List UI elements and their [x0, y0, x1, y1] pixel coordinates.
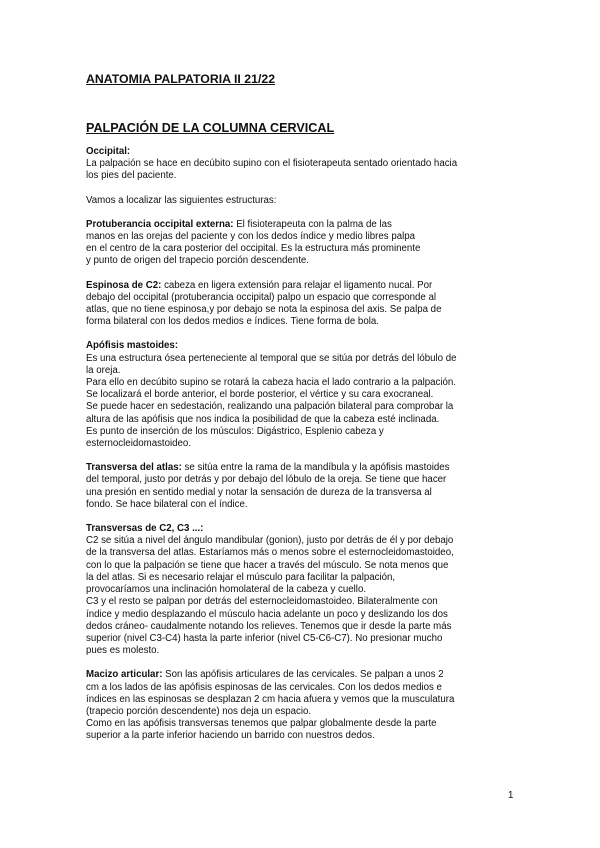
transversa-atlas-paragraph: [86, 462, 516, 474]
transversa-atlas-line: una presión en sentido medial y notar la sensación de dureza de la transversa al: [86, 486, 432, 498]
intro-text: Vamos a localizar las siguientes estructuras:: [86, 194, 277, 206]
occipital-heading: Occipital:: [86, 146, 131, 157]
transversas-c2-line: C2 se sitúa a nivel del ángulo mandibular (gonion), justo por detrás de él y por debajo: [86, 535, 454, 547]
mastoides-line: Para ello en decúbito supino se rotará la cabeza hacia el lado contrario a la palpación.: [86, 377, 456, 389]
macizo-line: índices en las espinosas se desplazan 2 cm hacia afuera y vemos que la musculatura: [86, 693, 455, 705]
transversas-c2-line: dedos cráneo- caudalmente notando los relieves. Tenemos que ir desde la parte más: [86, 620, 452, 632]
protuberancia-line: y punto de origen del trapecio porción descendente.: [86, 255, 309, 267]
mastoides-line: esternocleidomastoideo.: [86, 438, 192, 450]
document-title: ANATOMIA PALPATORIA II 21/22: [86, 72, 276, 86]
protuberancia-first: El fisioterapeuta con la palma de las: [233, 218, 392, 230]
protuberancia-line: manos en las orejas del paciente y con los dedos índice y medio libres palpa: [86, 231, 416, 243]
page-number: 1: [508, 790, 514, 801]
transversa-atlas-first: se sitúa entre la rama de la mandíbula y la apófisis mastoides: [181, 462, 450, 474]
mastoides-line: Es punto de inserción de los músculos: Digástrico, Esplenio cabeza y: [86, 425, 384, 437]
transversa-atlas-label: Transversa del atlas:: [86, 462, 182, 474]
espinosa-line: debajo del occipital (protuberancia occipital) palpo un espacio que corresponde al: [86, 291, 437, 303]
espinosa-first: cabeza en ligera extensión para relajar el ligamento nucal. Por: [161, 279, 433, 291]
transversa-atlas-line: del temporal, justo por detrás y por debajo del lóbulo de la oreja. Se tiene que hacer: [86, 474, 447, 486]
transversas-c2-line: superior (nivel C3-C4) hasta la parte inferior (nivel C5-C6-C7). No presionar mucho: [86, 632, 443, 644]
transversas-c2-line: de la transversa del atlas. Estaríamos más o menos sobre el esternocleidomastoideo,: [86, 547, 454, 559]
transversas-c2-heading: Transversas de C2, C3 ...:: [86, 523, 204, 535]
occipital-line: los pies del paciente.: [86, 170, 177, 182]
protuberancia-line: en el centro de la cara posterior del occipital. Es la estructura más prominente: [86, 243, 421, 255]
espinosa-label: Espinosa de C2:: [86, 279, 162, 291]
macizo-label: Macizo articular:: [86, 669, 163, 681]
document-body: [86, 146, 516, 743]
macizo-paragraph: [86, 669, 516, 681]
transversas-c2-line: provocaríamos una inclinación homolateral de la cabeza y cuello.: [86, 584, 367, 596]
mastoides-line: Se puede hacer en sedestación, realizando una palpación bilateral para comprobar la: [86, 401, 454, 413]
transversas-c2-line: índice y medio desplazando el músculo hacia adelante un poco y deslizando los dos: [86, 608, 448, 620]
transversas-c2-line: con lo que la palpación se tiene que hacer a través del músculo. Se nota menos que: [86, 559, 449, 571]
mastoides-heading: Apófisis mastoides:: [86, 340, 179, 352]
transversas-c2-line: la del atlas. Si es necesario relajar el músculo para facilitar la palpación,: [86, 571, 396, 583]
mastoides-line: la oreja.: [86, 364, 121, 376]
macizo-first: Son las apófisis articulares de las cervicales. Se palpan a unos 2: [162, 669, 444, 681]
mastoides-line: Es una estructura ósea perteneciente al temporal que se sitúa por detrás del lóbulo de: [86, 352, 457, 364]
protuberancia-label: Protuberancia occipital externa:: [86, 218, 234, 230]
macizo-line: (trapecio porción descendente) nos deja un espacio.: [86, 705, 312, 717]
macizo-line: cm a los lados de las apófisis espinosas de las cervicales. Con los dedos medios e: [86, 681, 442, 693]
section-title: PALPACIÓN DE LA COLUMNA CERVICAL: [86, 121, 335, 135]
macizo-line: Como en las apófisis transversas tenemos que palpar globalmente desde la parte: [86, 718, 437, 730]
mastoides-line: Se localizará el borde anterior, el borde posterior, el vértice y su cara exocraneal.: [86, 389, 434, 401]
macizo-line: superior a la parte inferior haciendo un barrido con nuestros dedos.: [86, 730, 375, 742]
mastoides-line: altura de las apófisis que nos indica la posibilidad de que la cabeza esté inclinada.: [86, 413, 440, 425]
espinosa-line: forma bilateral con los dedos medios e índices. Tiene forma de bola.: [86, 316, 379, 328]
transversas-c2-line: pues es molesto.: [86, 645, 160, 657]
occipital-line: La palpación se hace en decúbito supino con el fisioterapeuta sentado orientado hacia: [86, 158, 458, 170]
transversa-atlas-line: fondo. Se hace bilateral con el índice.: [86, 498, 248, 510]
protuberancia-paragraph: [86, 219, 516, 231]
espinosa-line: atlas, que no tiene espinosa,y por debajo se nota la espinosa del axis. Se palpa de: [86, 304, 442, 316]
espinosa-paragraph: [86, 280, 516, 292]
transversas-c2-line: C3 y el resto se palpan por detrás del esternocleidomastoideo. Bilateralmente con: [86, 596, 438, 608]
